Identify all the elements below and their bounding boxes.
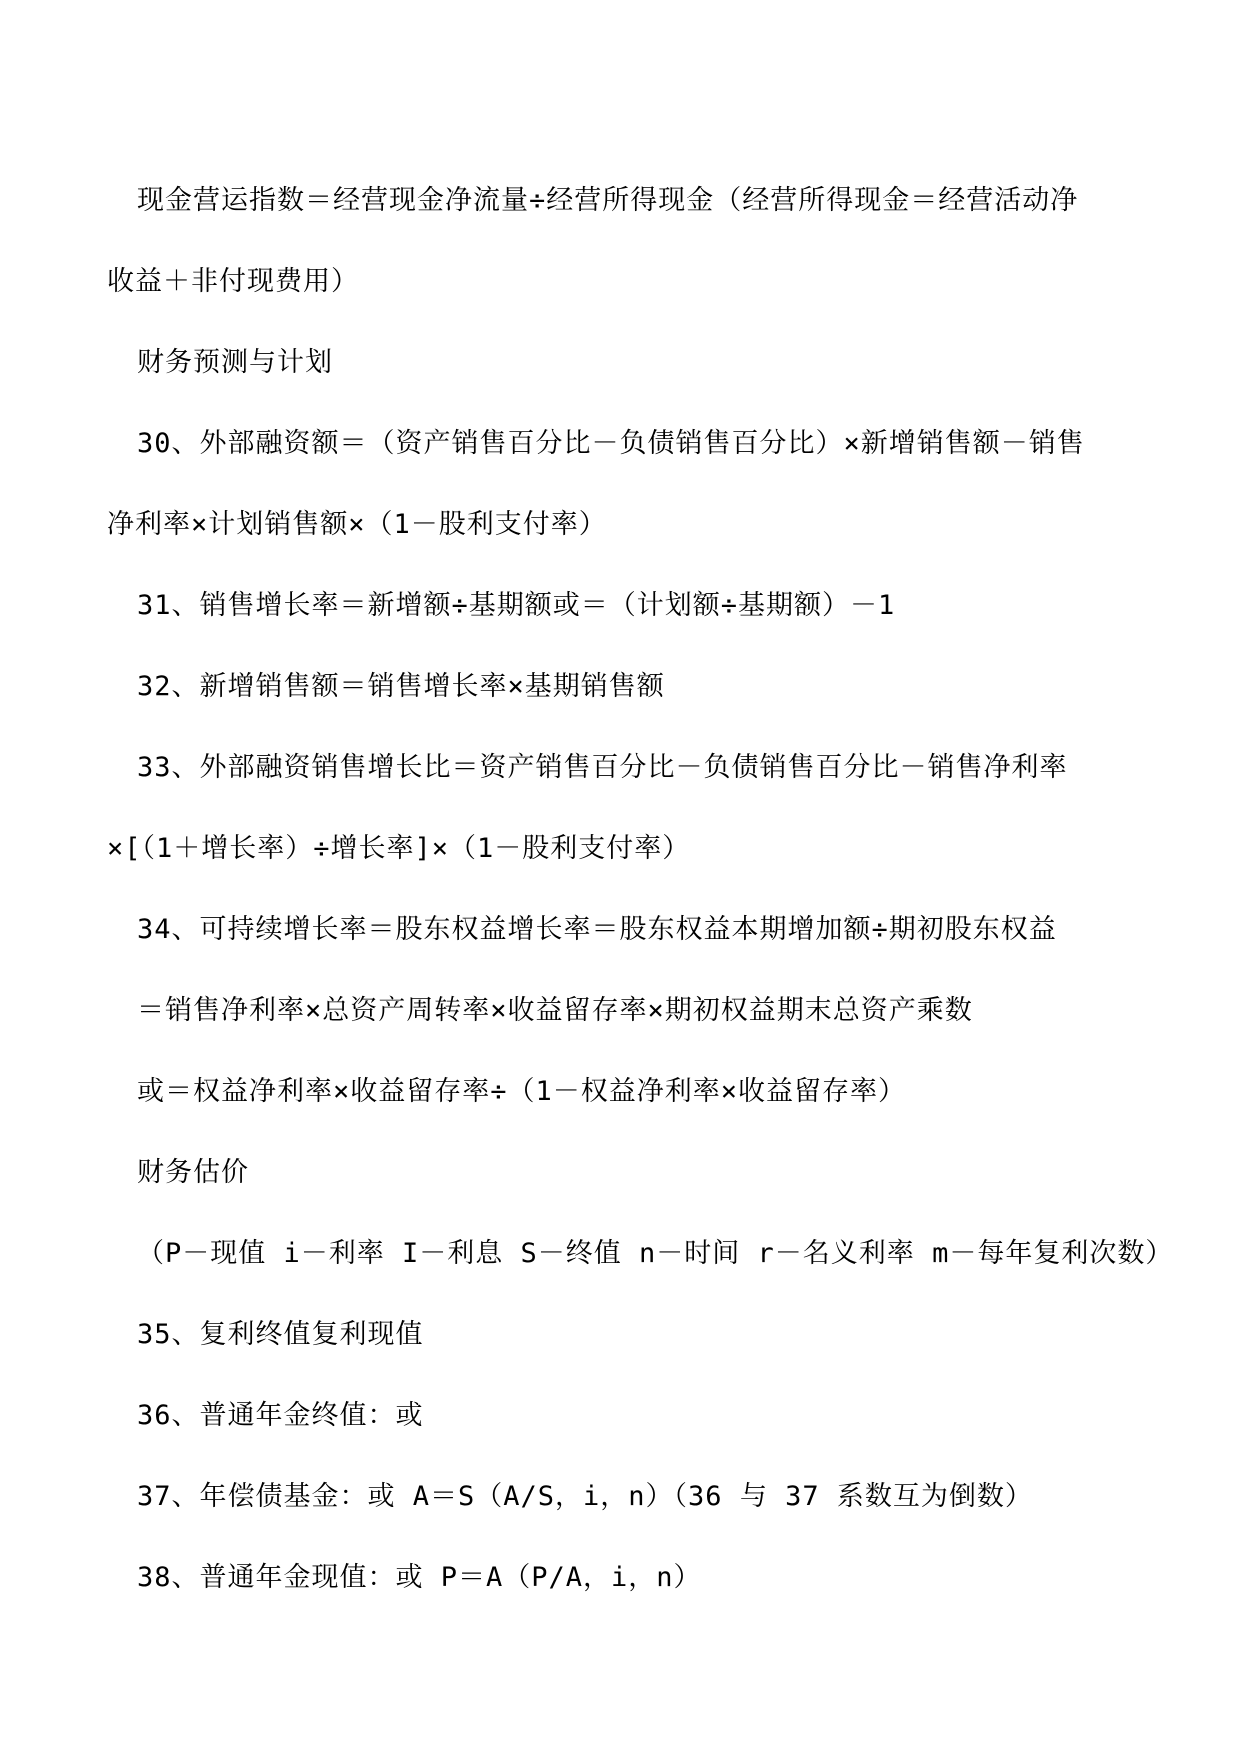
- text-line-item-33-cont: ×[（1＋增长率）÷增长率]×（1－股利支付率）: [107, 833, 691, 864]
- text-line-item-30: 30、外部融资额＝（资产销售百分比－负债销售百分比）×新增销售额－销售: [137, 428, 1085, 459]
- text-line-item-34-cont-2: 或＝权益净利率×收益留存率÷（1－权益净利率×收益留存率）: [137, 1076, 907, 1107]
- document-body: [107, 160, 1174, 1618]
- text-line-cash-operating-index-cont: 收益＋非付现费用）: [107, 266, 359, 297]
- text-line-item-35: 35、复利终值复利现值: [137, 1319, 424, 1350]
- section-heading-financial-forecast: 财务预测与计划: [137, 347, 333, 378]
- text-line-item-38: 38、普通年金现值：或 P＝A（P/A，i，n）: [137, 1562, 702, 1593]
- text-line-cash-operating-index: 现金营运指数＝经营现金净流量÷经营所得现金（经营所得现金＝经营活动净: [137, 185, 1079, 216]
- text-line-item-30-cont: 净利率×计划销售额×（1－股利支付率）: [107, 509, 607, 540]
- text-line-item-34-cont-1: ＝销售净利率×总资产周转率×收益留存率×期初权益期末总资产乘数: [137, 995, 973, 1026]
- section-heading-financial-valuation: 财务估价: [137, 1157, 249, 1188]
- text-line-item-31: 31、销售增长率＝新增额÷基期额或＝（计划额÷基期额）－1: [137, 590, 896, 621]
- text-line-item-33: 33、外部融资销售增长比＝资产销售百分比－负债销售百分比－销售净利率: [137, 752, 1068, 783]
- text-line-item-32: 32、新增销售额＝销售增长率×基期销售额: [137, 671, 665, 702]
- text-line-item-37: 37、年偿债基金：或 A＝S（A/S，i，n）（36 与 37 系数互为倒数）: [137, 1481, 1033, 1512]
- text-line-item-36: 36、普通年金终值：或: [137, 1400, 424, 1431]
- text-line-symbol-legend: （P－现值 i－利率 I－利息 S－终值 n－时间 r－名义利率 m－每年复利次数）: [137, 1238, 1174, 1269]
- text-line-item-34: 34、可持续增长率＝股东权益增长率＝股东权益本期增加额÷期初股东权益: [137, 914, 1057, 945]
